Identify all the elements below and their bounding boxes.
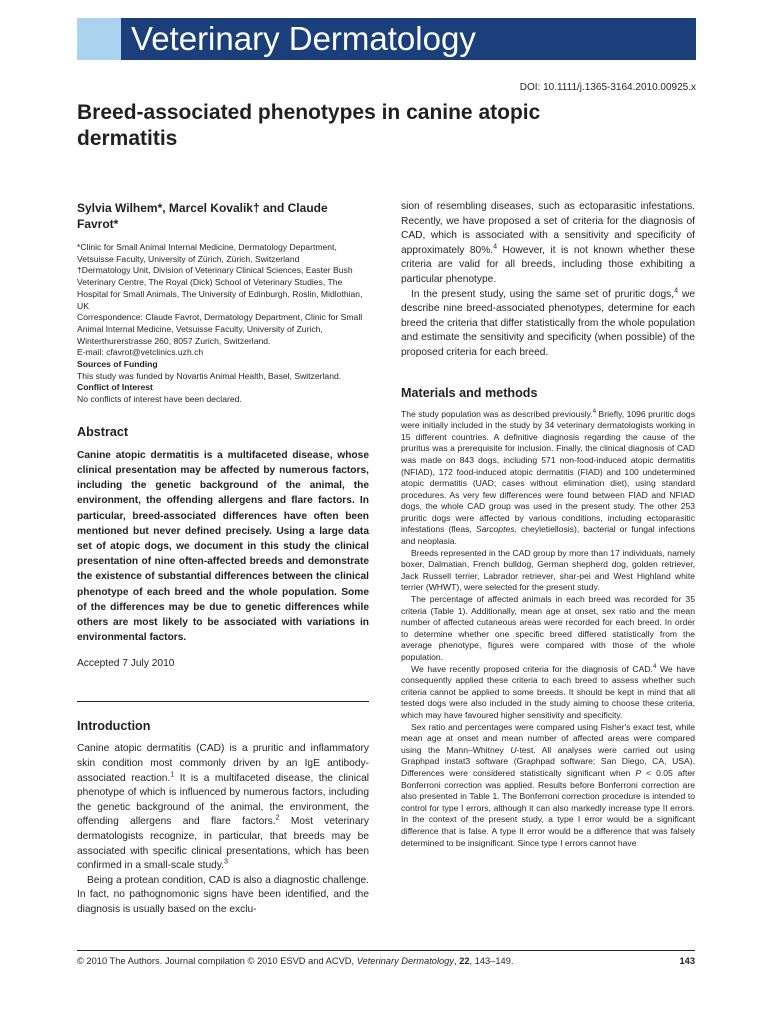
intro-paragraph-4: In the present study, using the same set of pruritic dogs,$^4$ we describe nine breed-associated phenotypes, determine for each breed the criteria that differ statistically from the whole population and estimate the sensitivity and specificity (when possible) of the proposed criteria for each breed. [401, 286, 695, 358]
methods-heading: Materials and methods [401, 385, 538, 400]
methods-text [401, 409, 695, 850]
article-title: Breed-associated phenotypes in canine atopic dermatitis [77, 101, 541, 150]
affiliations [77, 242, 369, 406]
introduction-section [77, 718, 369, 917]
conflict-heading: Conflict of Interest [77, 382, 153, 393]
intro-paragraph-2: Being a protean condition, CAD is also a diagnostic challenge. In fact, no pathognomonic signs have been identified, and the diagnosis is usually based on the exclu- [77, 874, 369, 916]
footer-divider [77, 950, 695, 951]
methods-paragraph-3: The percentage of affected animals in each breed was recorded for 35 criteria (Table 1). Additionally, mean age at onset, sex ratio and the mean number of affected cutaneous areas were recorded for each breed. In order to determine whether one specific breed differed statistically from the average phenotype, figures were compared with those of the whole population. [401, 594, 695, 662]
accepted-date: Accepted 7 July 2010 [77, 658, 175, 670]
divider [77, 701, 369, 702]
email[interactable]: E-mail: cfavrot@vetclinics.uzh.ch [77, 347, 204, 358]
correspondence: Correspondence: Claude Favrot, Dermatology Department, Clinic for Small Animal Internal Medicine, Vetsuisse Faculty, University of Zurich, Winterthurerstrasse 260, 8057 Zurich, Switzerland. [77, 312, 363, 346]
banner-accent [77, 18, 121, 60]
abstract-text: Canine atopic dermatitis is a multifaceted disease, whose clinical presentation may be affected by numerous factors, including the genetic background of the animal, the environment, the offending allergens and flare factors. In particular, breed-associated differences have often been mentioned but never defined precisely. Using a large data set of atopic dogs, we document in this study the clinical presentation of nine often-affected breeds and demonstrate the existence of substantial differences between the clinical phenotype of each breed and the whole population. Some of the differences may be due to genetic differences while others are most likely to be associated with variations in environmental factors. [77, 449, 369, 644]
introduction-heading: Introduction [77, 719, 151, 734]
left-column [77, 200, 369, 918]
journal-banner [121, 18, 696, 60]
funding-heading: Sources of Funding [77, 359, 158, 370]
introduction-text [77, 742, 369, 917]
abstract-heading: Abstract [77, 424, 129, 439]
methods-paragraph-5: Sex ratio and percentages were compared using Fisher's exact test, while mean age at onset and mean number of affected areas were compared using the Mann–Whitney U-test. All analyses were carried out using Graphpad instat3 software (Graphpad software; San Diego, CA, USA). Differences were considered statistically significant when P < 0.05 after Bonferroni correction was applied. Results before Bonferroni correction are also presented in Table 1. The Bonferroni correction procedure is intended to control for type I errors, although it can also markedly increase type II errors. In the context of the present study, a type I error would be a significant difference that is false. A type II error would be a difference that was falsely determined to be insignificant. Since type I errors cannot have [401, 721, 695, 848]
affiliation-2: †Dermatology Unit, Division of Veterinary Clinical Sciences, Easter Bush Veterinary Centre, The Royal (Dick) School of Veterinary Studies, The Hospital for Small Animals, The University of Edinburgh, Roslin, Midlothian, UK [77, 265, 363, 311]
journal-name: Veterinary Dermatology [131, 20, 476, 57]
abstract-section [77, 424, 369, 672]
methods-paragraph-2: Breeds represented in the CAD group by more than 17 individuals, namely boxer, Dalmatian, French bulldog, German shepherd dog, golden retriever, Jack Russell terrier, Labrador retriever, shar-pei and West Highland white terrier (WHWT), were selected for the present study. [401, 547, 695, 593]
conflict: No conflicts of interest have been declared. [77, 394, 242, 405]
funding: This study was funded by Novartis Animal Health, Basel, Switzerland. [77, 370, 342, 381]
page-number: 143 [679, 956, 695, 966]
right-column [401, 200, 695, 849]
methods-paragraph-1: The study population was as described previously.$^4$ Briefly, 1096 pruritic dogs were initially included in the study by 34 veterinary dermatologists working in 15 different countries. A definitive diagnosis regarding the cause of the pruritus was a prerequisite for inclusion. Finally, the clinical diagnosis of CAD was made on 843 dogs, including 571 non-food-induced atopic dermatitis (NFIAD), 172 food-induced atopic dermatitis (FIAD) and 100 undetermined atopic dermatitis (UAD; cases without elimination diet), using standard procedures. As very few differences were found between FIAD and NFIAD dogs, the whole CAD group was used in the present study. The other 253 pruritic dogs were affected by various conditions, including ectoparasitic infestations (fleas, Sarcoptes, cheyletiellosis), bacterial or fungal infections and neoplasia. [401, 408, 695, 547]
footer [77, 956, 695, 966]
methods-paragraph-4: We have recently proposed criteria for the diagnosis of CAD.$^4$ We have consequently applied these criteria to each breed to assess whether such criteria cannot be applied to some breeds. It should be kept in mind that all tested dogs were also included in the study aiming to choose these criteria, which may have favoured higher sensitivity and specificity. [401, 663, 695, 720]
authors: Sylvia Wilhem*, Marcel Kovalik† and Claude Favrot* [77, 201, 328, 231]
doi[interactable]: DOI: 10.1111/j.1365-3164.2010.00925.x [519, 82, 696, 93]
intro-paragraph-1: Canine atopic dermatitis (CAD) is a pruritic and inflammatory skin condition most commonly driven by an IgE antibody-associated reaction.$^1$ It is a multifaceted disease, the clinical phenotype of which is influenced by numerous factors, including the genetic background of the animal, the environment, the offending allergens and flare factors.$^2$ Most veterinary dermatologists recognize, in particular, that breeds may be associated with specific clinical presentations, which has been confirmed in a small-scale study.$^3$ [77, 743, 370, 872]
intro-continued [401, 200, 695, 361]
affiliation-1: *Clinic for Small Animal Internal Medicine, Dermatology Department, Vetsuisse Faculty, University of Zürich, Zürich, Switzerland [77, 242, 337, 264]
intro-paragraph-3: sion of resembling diseases, such as ectoparasitic infestations. Recently, we have proposed a set of criteria for the diagnosis of CAD, which is associated with a sensitivity and specificity of approximately 80%.$^4$ However, it is not known whether these criteria are valid for all breeds, including those exhibiting a particular phenotype. [401, 201, 695, 285]
footer-citation: © 2010 The Authors. Journal compilation © 2010 ESVD and ACVD, Veterinary Dermatology, 22, 143–149. [77, 956, 514, 966]
